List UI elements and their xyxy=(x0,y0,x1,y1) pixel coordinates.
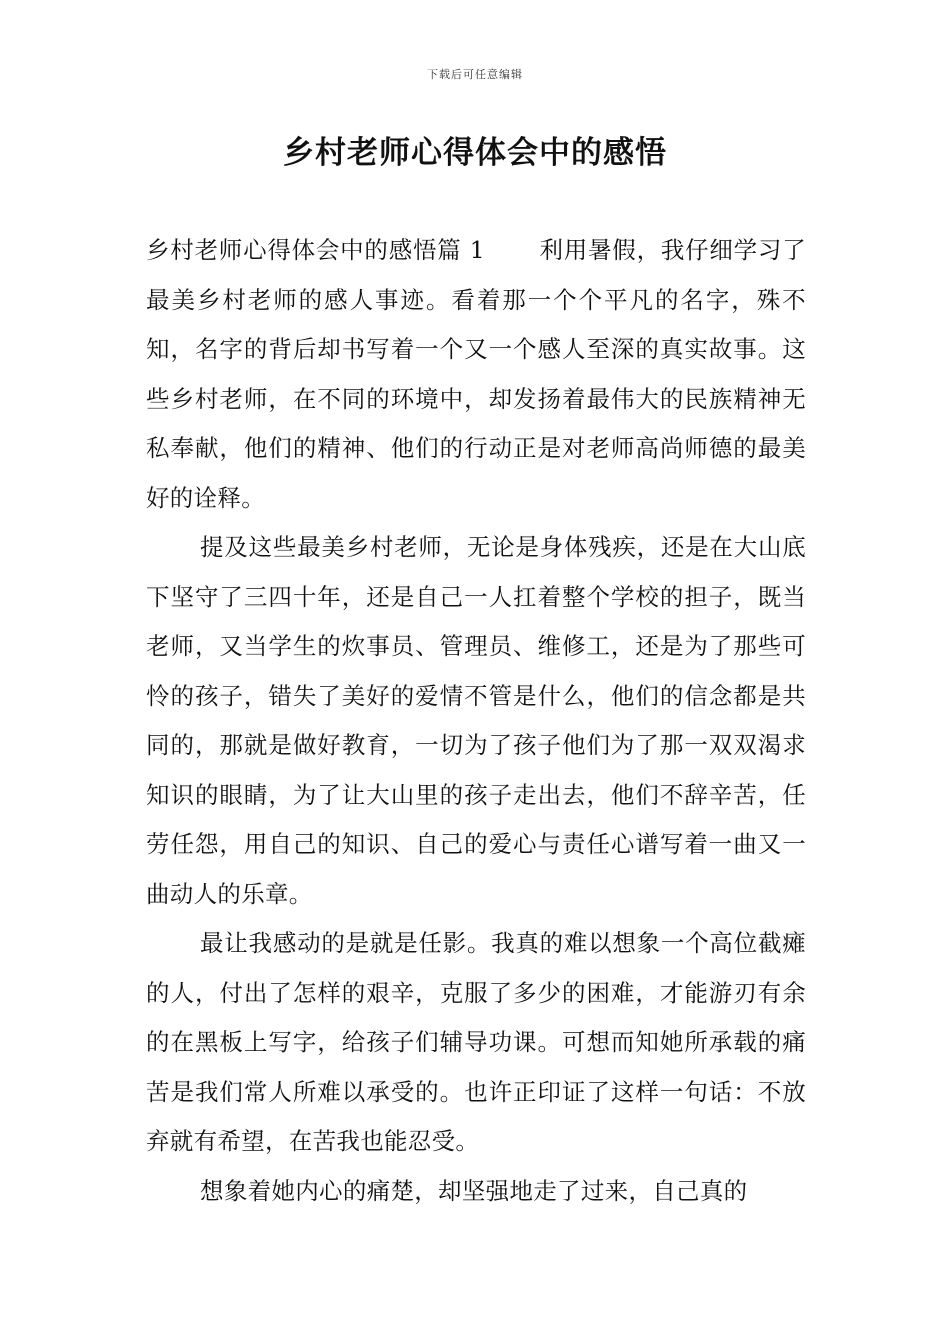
header-note: 下载后可任意编辑 xyxy=(427,68,523,81)
paragraph-2: 提及这些最美乡村老师，无论是身体残疾，还是在大山底下坚守了三四十年，还是自己一人扛着整个学校的担子，既当老师，又当学生的炊事员、管理员、维修工，还是为了那些可怜的孩子，错失了美好的爱情不管是什么，他们的信念都是共同的，那就是做好教育，一切为了孩子他们为了那一双双渴求知识的眼睛，为了让大山里的孩子走出去，他们不辞辛苦，任劳任怨，用自己的知识、自己的爱心与责任心谱写着一曲又一曲动人的乐章。 xyxy=(146,533,806,908)
paragraph-1-text: 利用暑假，我仔细学习了最美乡村老师的感人事迹。看着那一个个平凡的名字，殊不知，名字的背后却书写着一个又一个感人至深的真实故事。这些乡村老师，在不同的环境中，却发扬着最伟大的民族精神无私奉献，他们的精神、他们的行动正是对老师高尚师德的最美好的诠释。 xyxy=(146,236,806,512)
paragraph-4: 想象着她内心的痛楚，却坚强地走了过来，自己真的 xyxy=(200,1176,748,1205)
paragraph-3: 最让我感动的是就是任影。我真的难以想象一个高位截瘫的人，付出了怎样的艰辛，克服了多少的困难，才能游刃有余的在黑板上写字，给孩子们辅导功课。可想而知她所承载的痛苦是我们常人所难以承受的。也许正印证了这样一句话：不放弃就有希望，在苦我也能忍受。 xyxy=(146,929,806,1155)
section-heading: 乡村老师心得体会中的感悟篇 1 xyxy=(146,236,486,264)
document-title: 乡村老师心得体会中的感悟 xyxy=(283,135,667,171)
paragraph-1 xyxy=(146,226,806,523)
document-body xyxy=(146,226,806,1216)
